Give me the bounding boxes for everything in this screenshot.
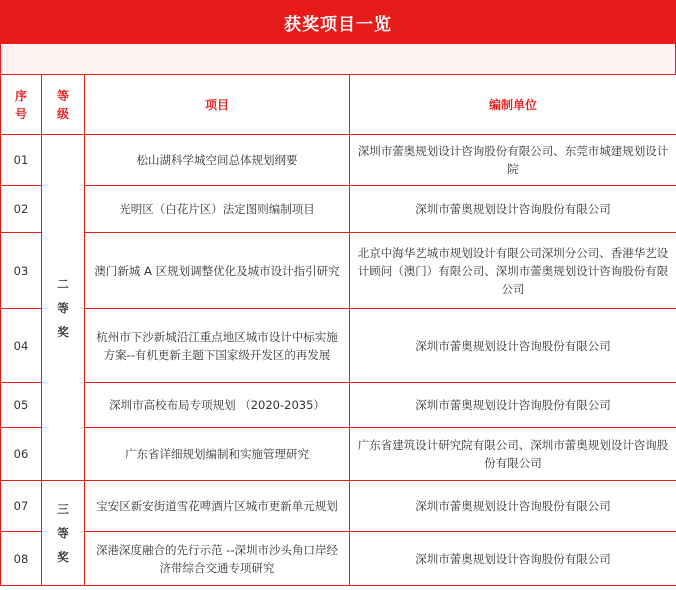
project-name: 广东省详细规划编制和实施管理研究 <box>85 428 350 481</box>
table-row <box>1 186 676 233</box>
row-number: 08 <box>1 532 42 586</box>
column-header-seq: 序 号 <box>1 75 42 135</box>
grade-cell-third <box>42 481 85 586</box>
column-header-unit: 编制单位 <box>350 75 676 135</box>
unit-name: 深圳市蕾奥规划设计咨询股份有限公司 <box>350 309 676 383</box>
grade-cell-second <box>42 135 85 481</box>
project-name: 深港深度融合的先行示范 --深圳市沙头角口岸经济带综合交通专项研究 <box>85 532 350 586</box>
table-row <box>1 428 676 481</box>
table-row <box>1 481 676 532</box>
table-row <box>1 135 676 186</box>
unit-name: 深圳市蕾奥规划设计咨询股份有限公司 <box>350 186 676 233</box>
table-row <box>1 383 676 428</box>
unit-name: 深圳市蕾奥规划设计咨询股份有限公司 <box>350 481 676 532</box>
row-number: 04 <box>1 309 42 383</box>
table-header-row <box>1 75 676 135</box>
project-name: 澳门新城 A 区规划调整优化及城市设计指引研究 <box>85 233 350 309</box>
table-row <box>1 532 676 586</box>
unit-name: 深圳市蕾奥规划设计咨询股份有限公司 <box>350 383 676 428</box>
grade-label-second: 二 等 奖 <box>57 276 69 339</box>
row-number: 03 <box>1 233 42 309</box>
unit-name: 深圳市蕾奥规划设计咨询股份有限公司、东莞市城建规划设计院 <box>350 135 676 186</box>
row-number: 07 <box>1 481 42 532</box>
page-title: 获奖项目一览 <box>0 0 676 44</box>
row-number: 02 <box>1 186 42 233</box>
header-spacer-band <box>0 44 676 74</box>
unit-name: 北京中海华艺城市规划设计有限公司深圳分公司、香港华艺设计顾问（澳门）有限公司、深圳市蕾奥规划设计咨询股份有限公司 <box>350 233 676 309</box>
unit-name: 广东省建筑设计研究院有限公司、深圳市蕾奥规划设计咨询股份有限公司 <box>350 428 676 481</box>
row-number: 01 <box>1 135 42 186</box>
column-header-project: 项目 <box>85 75 350 135</box>
project-name: 光明区（白花片区）法定图则编制项目 <box>85 186 350 233</box>
project-name: 松山湖科学城空间总体规划纲要 <box>85 135 350 186</box>
table-row <box>1 309 676 383</box>
project-name: 深圳市高校布局专项规划 （2020-2035） <box>85 383 350 428</box>
row-number: 05 <box>1 383 42 428</box>
table-row <box>1 233 676 309</box>
award-table <box>0 74 676 586</box>
project-name: 杭州市下沙新城沿江重点地区城市设计中标实施方案--有机更新主题下国家级开发区的再发展 <box>85 309 350 383</box>
row-number: 06 <box>1 428 42 481</box>
grade-label-third: 三 等 奖 <box>57 502 69 564</box>
unit-name: 深圳市蕾奥规划设计咨询股份有限公司 <box>350 532 676 586</box>
column-header-grade: 等 级 <box>42 75 85 135</box>
project-name: 宝安区新安街道雪花啤酒片区城市更新单元规划 <box>85 481 350 532</box>
